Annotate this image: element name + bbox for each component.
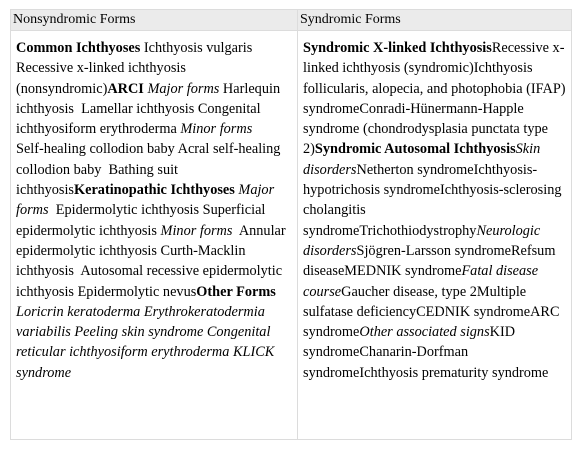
list-item: Conradi-Hünermann-Happle syndrome (chondrodysplasia punctata type 2) [303, 100, 548, 158]
list-item: Congenital ichthyosiform erythroderma [16, 100, 261, 138]
header-syndromic: Syndromic Forms [300, 12, 401, 27]
list-item: Peeling skin syndrome [74, 324, 204, 341]
list-item: Ichthyosis prematurity syndrome [359, 364, 549, 381]
syndromic-cell [303, 38, 575, 383]
other-forms-heading: Other Forms [196, 283, 276, 300]
classification-table [10, 9, 572, 440]
list-item: Multiple sulfatase deficiency [303, 283, 527, 320]
neurologic-disorders-label: Neurologic disorders [303, 222, 541, 259]
list-item: Lamellar ichthyosis [81, 100, 195, 117]
kerat-major-label: Major forms [16, 182, 275, 219]
arci-minor-label: Minor forms [180, 121, 253, 138]
list-item: Acral self-healing collodion baby [16, 141, 281, 178]
list-item: KID syndrome [303, 324, 516, 361]
skin-disorders-label: Skin disorders [303, 141, 541, 178]
list-item: Superficial epidermolytic ichthyosis [16, 202, 266, 239]
list-item: ARC syndrome [303, 303, 560, 341]
list-item: Chanarin-Dorfman syndrome [303, 344, 469, 381]
list-item: Bathing suit ichthyosis [16, 161, 179, 199]
list-item: Refsum disease [303, 242, 556, 280]
list-item: CEDNIK syndrome [416, 303, 531, 320]
autosomal-heading: Syndromic Autosomal Ichthyosis [314, 141, 516, 158]
xlinked-heading: Syndromic X-linked Ichthyosis [303, 40, 492, 56]
list-item: KLICK syndrome [16, 344, 275, 381]
list-item: Ichthyosis follicularis, alopecia, and photophobia (IFAP) syndrome [303, 60, 566, 117]
table-header-row [11, 10, 571, 31]
nonsyndromic-cell [16, 38, 286, 383]
list-item: Gaucher disease, type 2 [341, 283, 477, 300]
list-item: Recessive x-linked ichthyosis (nonsyndromic) [16, 60, 186, 97]
list-item: Recessive x-linked ichthyosis (syndromic) [303, 40, 565, 77]
list-item: Sjögren-Larsson syndrome [356, 242, 511, 259]
kerat-minor-label: Minor forms [160, 222, 233, 239]
keratinopathic-heading: Keratinopathic Ichthyoses [73, 182, 235, 199]
list-item: Erythrokeratodermia variabilis [16, 303, 265, 341]
list-item: MEDNIK syndrome [344, 263, 462, 280]
list-item: Epidermolytic ichthyosis [55, 202, 200, 219]
fatal-course-label: Fatal disease course [303, 263, 539, 300]
list-item: Annular epidermolytic ichthyosis [16, 222, 286, 259]
common-ichthyoses-heading: Common Ichthyoses [16, 40, 141, 56]
list-item: Autosomal recessive epidermolytic ichthyosis [16, 263, 283, 300]
list-item: Harlequin ichthyosis [16, 80, 281, 117]
list-item: Ichthyosis vulgaris [143, 40, 253, 56]
list-item: Curth-Macklin ichthyosis [16, 242, 246, 280]
arci-heading: ARCI [107, 80, 144, 97]
column-divider [297, 10, 298, 439]
list-item: Epidermolytic nevus [77, 283, 197, 300]
list-item: Netherton syndrome [356, 161, 474, 178]
arci-major-label: Major forms [147, 80, 220, 97]
list-item: Ichthyosis-hypotrichosis syndrome [303, 161, 538, 199]
list-item: Trichothiodystrophy [359, 222, 477, 239]
header-nonsyndromic: Nonsyndromic Forms [13, 12, 136, 27]
list-item: Loricrin keratoderma [16, 303, 141, 320]
other-signs-label: Other associated signs [359, 324, 490, 341]
list-item: Ichthyosis-sclerosing cholangitis syndrome [303, 182, 562, 239]
list-item: Self-healing collodion baby [16, 141, 175, 158]
list-item: Congenital reticular ichthyosiform erythroderma [16, 324, 271, 361]
